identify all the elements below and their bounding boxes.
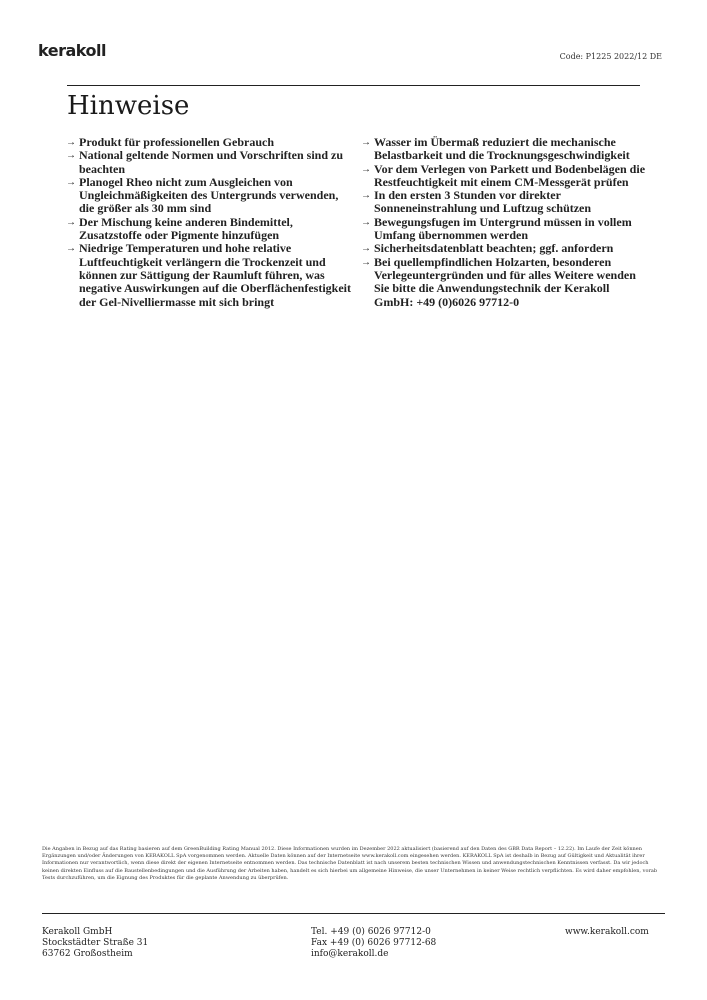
company-name: Kerakoll GmbH	[42, 927, 113, 937]
list-item-text: Niedrige Temperaturen und hohe relative Luftfeuchtigkeit verlängern die Trockenzeit und können zur Sättigung der Raumluft führen, was negative Auswirkungen auf die Oberflächenfestigkeit der Gel-Nivelliermasse mit sich bringt	[79, 241, 351, 309]
list-item-text: Wasser im Übermaß reduziert die mechanische Belastbarkeit und die Trocknungsgeschwindigkeit	[374, 135, 630, 163]
list-item-text: Produkt für professionellen Gebrauch	[79, 135, 275, 149]
arrow-right-icon: →	[361, 216, 371, 228]
fax-number: Fax +49 (0) 6026 97712-68	[311, 938, 437, 948]
footer-company-address	[42, 927, 148, 960]
list-item-text: In den ersten 3 Stunden vor direkter Sonneneinstrahlung und Luftzug schützen	[374, 188, 592, 216]
document-code: Code: P1225 2022/12 DE	[559, 52, 662, 61]
list-item	[361, 136, 646, 163]
list-item	[361, 242, 646, 255]
arrow-right-icon: →	[66, 176, 76, 188]
page-title: Hinweise	[67, 91, 190, 121]
list-item	[66, 216, 351, 243]
arrow-right-icon: →	[66, 216, 76, 228]
list-item	[361, 256, 646, 309]
arrow-right-icon: →	[361, 163, 371, 175]
arrow-right-icon: →	[361, 137, 371, 148]
company-street: Stockstädter Straße 31	[42, 938, 149, 948]
arrow-right-icon: →	[361, 243, 371, 255]
notes-list-right	[361, 136, 646, 309]
list-item	[66, 242, 351, 308]
header-divider	[67, 85, 640, 86]
legal-disclaimer: Die Angaben in Bezug auf das Rating basieren auf dem GreenBuilding Rating Manual 2012. Diese Informationen wurden im Dezember 2022 aktualisiert (basierend auf den Daten des GBR Data Report – 12.22). Im Laufe der Zeit können Ergänzungen und/oder Änderungen von KERAKOLL SpA vorgenommen werden. Aktuelle Daten können auf der Internetseite www.kerakoll.com eingesehen werden. KERAKOLL SpA ist deshalb in Bezug auf Gültigkeit und Aktualität ihrer Informationen nur verantwortlich, wenn diese direkt der eigenen Internetseite entnommen werden. Das technische Datenblatt ist nach unserem besten technischen Wissen und anwendungstechnischen Kenntnissen verfasst. Da wir jedoch keinen direkten Einfluss auf die Baustellenbedingungen und die Ausführung der Arbeiten haben, handelt es sich hierbei um allgemeine Hinweise, die unser Unternehmen in keiner Weise rechtlich verpflichten. Es wird daher empfohlen, vorab Tests durchzuführen, um die Eignung des Produktes für die geplante Anwendung zu überprüfen.	[42, 846, 658, 881]
list-item-text: Sicherheitsdatenblatt beachten; ggf. anfordern	[374, 241, 614, 256]
footer-divider	[42, 913, 665, 914]
list-item-text: Bewegungsfugen im Untergrund müssen in vollem Umfang übernommen werden	[374, 214, 632, 243]
arrow-right-icon: →	[361, 190, 371, 202]
list-item-text: Vor dem Verlegen von Parkett und Bodenbelägen die Restfeuchtigkeit mit einem CM-Messgerät prüfen	[374, 161, 646, 189]
list-item-text: National geltende Normen und Vorschriften sind zu beachten	[79, 148, 344, 176]
list-item	[361, 163, 646, 190]
company-city: 63762 Großostheim	[42, 949, 133, 959]
arrow-right-icon: →	[66, 243, 76, 255]
list-item	[66, 136, 351, 149]
list-item-text: Bei quellempfindlichen Holzarten, besonderen Verlegeuntergründen und für alles Weitere wenden Sie bitte die Anwendungstechnik der Kerakoll GmbH: +49 (0)6026 97712-0	[374, 254, 636, 309]
list-item-text: Der Mischung keine anderen Bindemittel, Zusatzstoffe oder Pigmente hinzufügen	[79, 214, 293, 243]
list-item	[361, 189, 646, 216]
website-link[interactable]: www.kerakoll.com	[565, 927, 649, 937]
email-link[interactable]: info@kerakoll.de	[311, 949, 389, 959]
notes-list-left	[66, 136, 351, 309]
list-item	[361, 216, 646, 243]
arrow-right-icon: →	[361, 256, 371, 268]
list-item	[66, 149, 351, 176]
footer-contact	[311, 927, 436, 960]
phone-number: Tel. +49 (0) 6026 97712-0	[311, 927, 431, 937]
kerakoll-logo: kerakoll	[38, 41, 106, 60]
arrow-right-icon: →	[66, 150, 76, 162]
list-item-text: Planogel Rheo nicht zum Ausgleichen von Ungleichmäßigkeiten des Untergrunds verwenden, die größer als 30 mm sind	[79, 174, 339, 216]
arrow-right-icon: →	[66, 137, 76, 148]
list-item	[66, 176, 351, 216]
